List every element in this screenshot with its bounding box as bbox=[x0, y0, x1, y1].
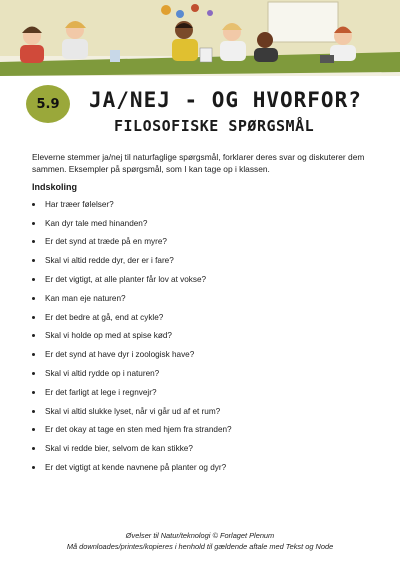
question-text: Skal vi altid rydde op i naturen? bbox=[45, 369, 160, 379]
question-text: Er det vigtigt, at alle planter får lov at vokse? bbox=[45, 275, 207, 285]
list-item bbox=[30, 421, 232, 440]
bullet-icon bbox=[32, 240, 35, 243]
list-item bbox=[30, 364, 232, 383]
question-text: Er det okay at tage en sten med hjem fra stranden? bbox=[45, 425, 232, 435]
bullet-icon bbox=[32, 372, 35, 375]
list-item bbox=[30, 383, 232, 402]
question-text: Kan man eje naturen? bbox=[45, 293, 126, 303]
header-illustration bbox=[0, 0, 400, 76]
question-text: Er det vigtigt at kende navnene på planter og dyr? bbox=[45, 463, 227, 473]
list-item bbox=[30, 308, 232, 327]
question-text: Har træer følelser? bbox=[45, 199, 114, 209]
question-text: Er det synd at træde på en myre? bbox=[45, 237, 167, 247]
bullet-icon bbox=[32, 466, 35, 469]
bullet-icon bbox=[32, 222, 35, 225]
question-text: Skal vi altid slukke lyset, når vi går ud af et rum? bbox=[45, 406, 221, 416]
list-item bbox=[30, 439, 232, 458]
list-item bbox=[30, 345, 232, 364]
list-item bbox=[30, 402, 232, 421]
list-item bbox=[30, 214, 232, 233]
question-text: Skal vi redde bier, selvom de kan stikke? bbox=[45, 444, 193, 454]
question-list bbox=[30, 195, 232, 477]
bullet-icon bbox=[32, 391, 35, 394]
question-text: Er det farligt at lege i regnvejr? bbox=[45, 387, 157, 397]
bullet-icon bbox=[32, 410, 35, 413]
question-text: Kan dyr tale med hinanden? bbox=[45, 218, 148, 228]
bullet-icon bbox=[32, 278, 35, 281]
list-item bbox=[30, 289, 232, 308]
list-item bbox=[30, 233, 232, 252]
page-subtitle: FILOSOFISKE SPØRGSMÅL bbox=[114, 117, 315, 135]
bullet-icon bbox=[32, 353, 35, 356]
exercise-number-badge: 5.9 bbox=[26, 85, 70, 123]
bullet-icon bbox=[32, 334, 35, 337]
intro-paragraph: Eleverne stemmer ja/nej til naturfaglige spørgsmål, forklarer deres svar og diskuterer dem sammen. Eksempler på spørgsmål, som I kan tage op i klassen. bbox=[32, 152, 365, 174]
list-item bbox=[30, 251, 232, 270]
bullet-icon bbox=[32, 203, 35, 206]
section-heading: Indskoling bbox=[32, 182, 77, 192]
list-item bbox=[30, 458, 232, 477]
list-item bbox=[30, 195, 232, 214]
footer-license: Må downloades/printes/kopieres i henhold til gældende aftale med Tekst og Node bbox=[66, 542, 334, 551]
bullet-icon bbox=[32, 297, 35, 300]
list-item bbox=[30, 327, 232, 346]
question-text: Er det bedre at gå, end at cykle? bbox=[45, 312, 164, 322]
bullet-icon bbox=[32, 447, 35, 450]
question-text: Er det synd at have dyr i zoologisk have? bbox=[45, 350, 195, 360]
list-item bbox=[30, 270, 232, 289]
question-text: Skal vi holde op med at spise kød? bbox=[45, 331, 172, 341]
page-title: JA/NEJ - OG HVORFOR? bbox=[89, 88, 362, 112]
question-text: Skal vi altid redde dyr, der er i fare? bbox=[45, 256, 174, 266]
footer-copyright: Øvelser til Natur/teknologi © Forlaget Plenum bbox=[125, 531, 275, 540]
bullet-icon bbox=[32, 316, 35, 319]
bullet-icon bbox=[32, 259, 35, 262]
bullet-icon bbox=[32, 428, 35, 431]
